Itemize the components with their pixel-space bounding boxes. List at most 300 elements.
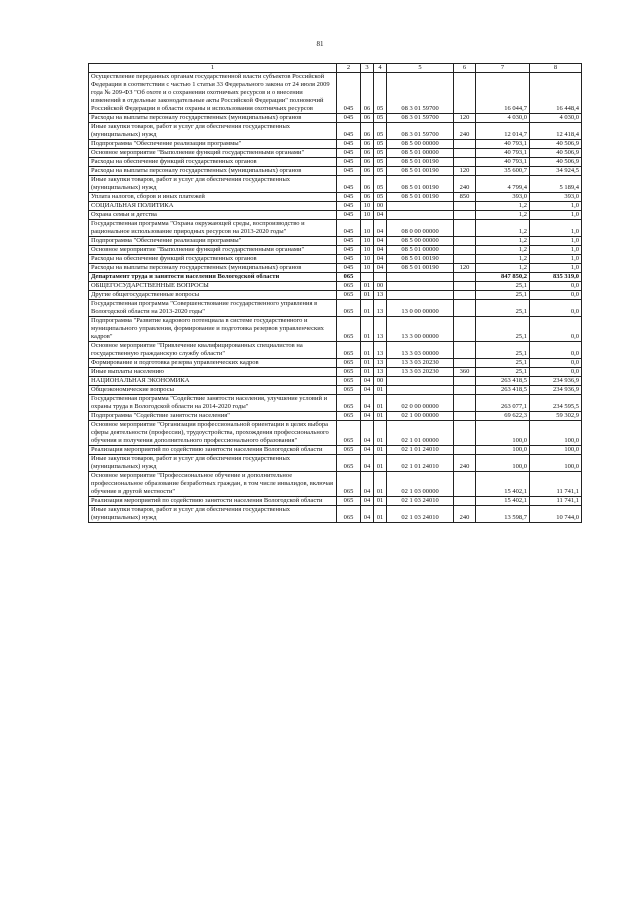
row-name: Основное мероприятие "Привлечение квалифицированных специалистов на государственную гражданскую службу области"	[89, 342, 337, 359]
column-header: 6	[454, 64, 476, 73]
section-code	[361, 273, 374, 282]
table-row	[89, 202, 582, 211]
expense-type	[454, 149, 476, 158]
expense-type	[454, 359, 476, 368]
column-header: 4	[374, 64, 387, 73]
column-header: 2	[337, 64, 361, 73]
budget-table	[88, 63, 582, 523]
amount-year-1: 4 030,0	[476, 114, 530, 123]
expense-type: 240	[454, 506, 476, 523]
amount-year-1: 25,1	[476, 300, 530, 317]
target-article	[387, 386, 454, 395]
row-name: Иные закупки товаров, работ и услуг для обеспечения государственных (муниципальных) нужд	[89, 455, 337, 472]
row-name: НАЦИОНАЛЬНАЯ ЭКОНОМИКА	[89, 377, 337, 386]
subsection-code: 05	[374, 176, 387, 193]
amount-year-2: 4 030,0	[530, 114, 582, 123]
expense-type	[454, 472, 476, 497]
amount-year-2: 0,0	[530, 317, 582, 342]
row-name: Подпрограмма "Обеспечение реализации программы"	[89, 140, 337, 149]
subsection-code	[374, 273, 387, 282]
subsection-code: 04	[374, 264, 387, 273]
subsection-code: 04	[374, 246, 387, 255]
subsection-code: 01	[374, 506, 387, 523]
subsection-code: 05	[374, 149, 387, 158]
section-code: 10	[361, 246, 374, 255]
amount-year-1: 40 793,1	[476, 149, 530, 158]
ministry-code: 045	[337, 73, 361, 114]
row-name: Государственная программа "Охрана окружающей среды, воспроизводство и рациональное использование природных ресурсов на 2013-2020 годы"	[89, 220, 337, 237]
table-row	[89, 395, 582, 412]
amount-year-2: 1,0	[530, 211, 582, 220]
amount-year-1: 1,2	[476, 255, 530, 264]
target-article: 08 5 01 00190	[387, 255, 454, 264]
amount-year-1: 100,0	[476, 446, 530, 455]
subsection-code: 01	[374, 472, 387, 497]
target-article: 08 5 01 00000	[387, 149, 454, 158]
ministry-code: 065	[337, 368, 361, 377]
subsection-code: 05	[374, 167, 387, 176]
expense-type	[454, 412, 476, 421]
target-article	[387, 273, 454, 282]
row-name: Основное мероприятие "Профессиональное обучение и дополнительное профессиональное образование безработных граждан, в том числе инвалидов, включая обучение в другой местности"	[89, 472, 337, 497]
ministry-code: 045	[337, 264, 361, 273]
ministry-code: 065	[337, 421, 361, 446]
ministry-code: 065	[337, 377, 361, 386]
expense-type: 120	[454, 167, 476, 176]
target-article: 13 0 00 00000	[387, 300, 454, 317]
table-row	[89, 472, 582, 497]
table-row	[89, 114, 582, 123]
ministry-code: 045	[337, 237, 361, 246]
page-number: 81	[316, 40, 324, 48]
subsection-code: 05	[374, 193, 387, 202]
subsection-code: 00	[374, 282, 387, 291]
expense-type	[454, 282, 476, 291]
amount-year-2: 234 595,5	[530, 395, 582, 412]
table-row	[89, 446, 582, 455]
expense-type	[454, 291, 476, 300]
table-row	[89, 386, 582, 395]
amount-year-1: 25,1	[476, 291, 530, 300]
row-name: Иные закупки товаров, работ и услуг для обеспечения государственных (муниципальных) нужд	[89, 506, 337, 523]
expense-type: 120	[454, 264, 476, 273]
table-row	[89, 368, 582, 377]
section-code: 06	[361, 123, 374, 140]
ministry-code: 065	[337, 455, 361, 472]
amount-year-2: 0,0	[530, 368, 582, 377]
section-code: 04	[361, 421, 374, 446]
target-article: 08 3 01 59700	[387, 73, 454, 114]
expense-type: 120	[454, 114, 476, 123]
target-article: 13 3 03 00000	[387, 342, 454, 359]
expense-type	[454, 421, 476, 446]
amount-year-1: 263 418,5	[476, 386, 530, 395]
table-row	[89, 317, 582, 342]
ministry-code: 045	[337, 123, 361, 140]
row-name: Расходы на выплаты персоналу государственных (муниципальных) органов	[89, 264, 337, 273]
section-code: 01	[361, 300, 374, 317]
ministry-code: 045	[337, 202, 361, 211]
expense-type	[454, 395, 476, 412]
section-code: 04	[361, 395, 374, 412]
ministry-code: 045	[337, 114, 361, 123]
amount-year-1: 40 793,1	[476, 158, 530, 167]
row-name: Подпрограмма "Развитие кадрового потенциала в системе государственного и муниципального управления, формирование и подготовка резервов управленческих кадров"	[89, 317, 337, 342]
target-article: 02 1 03 24010	[387, 506, 454, 523]
ministry-code: 065	[337, 506, 361, 523]
amount-year-2: 1,0	[530, 202, 582, 211]
section-code: 04	[361, 497, 374, 506]
subsection-code: 01	[374, 446, 387, 455]
target-article: 13 3 03 20230	[387, 368, 454, 377]
column-header: 5	[387, 64, 454, 73]
ministry-code: 065	[337, 497, 361, 506]
section-code: 06	[361, 73, 374, 114]
table-row	[89, 300, 582, 317]
subsection-code: 01	[374, 421, 387, 446]
target-article: 08 3 01 59700	[387, 114, 454, 123]
section-code: 01	[361, 317, 374, 342]
expense-type	[454, 211, 476, 220]
row-name: Реализация мероприятий по содействию занятости населения Вологодской области	[89, 446, 337, 455]
section-code: 01	[361, 342, 374, 359]
amount-year-1: 25,1	[476, 342, 530, 359]
section-code: 06	[361, 176, 374, 193]
amount-year-1: 263 418,5	[476, 377, 530, 386]
expense-type	[454, 158, 476, 167]
amount-year-2: 0,0	[530, 300, 582, 317]
expense-type	[454, 73, 476, 114]
target-article: 02 0 00 00000	[387, 395, 454, 412]
expense-type	[454, 317, 476, 342]
table-row	[89, 220, 582, 237]
section-code: 06	[361, 149, 374, 158]
section-code: 10	[361, 237, 374, 246]
expense-type	[454, 386, 476, 395]
amount-year-2: 234 936,9	[530, 377, 582, 386]
section-code: 10	[361, 264, 374, 273]
expense-type: 240	[454, 455, 476, 472]
amount-year-1: 1,2	[476, 237, 530, 246]
subsection-code: 04	[374, 220, 387, 237]
amount-year-1: 15 402,1	[476, 472, 530, 497]
ministry-code: 065	[337, 282, 361, 291]
ministry-code: 045	[337, 167, 361, 176]
target-article: 13 3 03 20230	[387, 359, 454, 368]
target-article: 08 5 00 00000	[387, 237, 454, 246]
target-article: 08 5 01 00000	[387, 246, 454, 255]
amount-year-1: 4 799,4	[476, 176, 530, 193]
amount-year-2: 1,0	[530, 237, 582, 246]
ministry-code: 045	[337, 246, 361, 255]
target-article: 02 1 01 24010	[387, 455, 454, 472]
subsection-code: 05	[374, 140, 387, 149]
amount-year-2: 0,0	[530, 291, 582, 300]
ministry-code: 065	[337, 317, 361, 342]
table-row	[89, 123, 582, 140]
row-name: Формирование и подготовка резерва управленческих кадров	[89, 359, 337, 368]
target-article: 02 1 00 00000	[387, 412, 454, 421]
amount-year-1: 16 044,7	[476, 73, 530, 114]
subsection-code: 01	[374, 386, 387, 395]
amount-year-2: 10 744,0	[530, 506, 582, 523]
amount-year-1: 35 600,7	[476, 167, 530, 176]
subsection-code: 13	[374, 300, 387, 317]
subsection-code: 13	[374, 317, 387, 342]
amount-year-2: 100,0	[530, 455, 582, 472]
expense-type	[454, 237, 476, 246]
table-row	[89, 359, 582, 368]
row-name: Государственная программа "Содействие занятости населения, улучшение условий и охраны труда в Вологодской области на 2014-2020 годы"	[89, 395, 337, 412]
amount-year-1: 25,1	[476, 317, 530, 342]
amount-year-2: 1,0	[530, 264, 582, 273]
section-code: 04	[361, 455, 374, 472]
section-code: 01	[361, 291, 374, 300]
expense-type	[454, 255, 476, 264]
column-header: 1	[89, 64, 337, 73]
amount-year-1: 1,2	[476, 211, 530, 220]
target-article	[387, 377, 454, 386]
target-article: 02 1 01 00000	[387, 421, 454, 446]
amount-year-2: 11 741,1	[530, 472, 582, 497]
amount-year-2: 1,0	[530, 255, 582, 264]
target-article: 08 0 00 00000	[387, 220, 454, 237]
amount-year-2: 1,0	[530, 220, 582, 237]
amount-year-1: 69 622,3	[476, 412, 530, 421]
subsection-code: 13	[374, 342, 387, 359]
expense-type	[454, 497, 476, 506]
section-code: 06	[361, 158, 374, 167]
section-code: 04	[361, 472, 374, 497]
subsection-code: 05	[374, 123, 387, 140]
subsection-code: 05	[374, 158, 387, 167]
table-row	[89, 73, 582, 114]
subsection-code: 13	[374, 359, 387, 368]
subsection-code: 04	[374, 211, 387, 220]
target-article: 02 1 03 00000	[387, 472, 454, 497]
amount-year-1: 263 077,1	[476, 395, 530, 412]
table-row	[89, 264, 582, 273]
table-row	[89, 291, 582, 300]
ministry-code: 065	[337, 446, 361, 455]
amount-year-2: 59 302,9	[530, 412, 582, 421]
expense-type: 360	[454, 368, 476, 377]
row-name: Основное мероприятие "Выполнение функций государственными органами"	[89, 246, 337, 255]
row-name: Основное мероприятие "Выполнение функций государственными органами"	[89, 149, 337, 158]
amount-year-2: 393,0	[530, 193, 582, 202]
amount-year-2: 100,0	[530, 446, 582, 455]
amount-year-1: 847 850,2	[476, 273, 530, 282]
row-name: Другие общегосударственные вопросы	[89, 291, 337, 300]
target-article	[387, 202, 454, 211]
amount-year-2: 40 506,9	[530, 158, 582, 167]
subsection-code: 01	[374, 455, 387, 472]
ministry-code: 065	[337, 273, 361, 282]
amount-year-2: 12 418,4	[530, 123, 582, 140]
expense-type	[454, 202, 476, 211]
target-article: 08 5 01 00190	[387, 167, 454, 176]
section-code: 10	[361, 255, 374, 264]
subsection-code: 13	[374, 368, 387, 377]
table-row	[89, 282, 582, 291]
ministry-code: 065	[337, 472, 361, 497]
target-article: 02 1 03 24010	[387, 497, 454, 506]
amount-year-1: 15 402,1	[476, 497, 530, 506]
table-row	[89, 377, 582, 386]
amount-year-2: 0,0	[530, 342, 582, 359]
section-code: 04	[361, 377, 374, 386]
expense-type	[454, 446, 476, 455]
ministry-code: 045	[337, 211, 361, 220]
row-name: Охрана семьи и детства	[89, 211, 337, 220]
row-name: ОБЩЕГОСУДАРСТВЕННЫЕ ВОПРОСЫ	[89, 282, 337, 291]
row-name: Иные закупки товаров, работ и услуг для обеспечения государственных (муниципальных) нужд	[89, 176, 337, 193]
ministry-code: 045	[337, 255, 361, 264]
section-code: 04	[361, 506, 374, 523]
amount-year-1: 12 014,7	[476, 123, 530, 140]
amount-year-2: 40 506,9	[530, 140, 582, 149]
section-code: 01	[361, 282, 374, 291]
table-row	[89, 193, 582, 202]
subsection-code: 05	[374, 73, 387, 114]
amount-year-1: 1,2	[476, 202, 530, 211]
target-article: 08 5 01 00190	[387, 264, 454, 273]
amount-year-2: 40 506,9	[530, 149, 582, 158]
row-name: Расходы на обеспечение функций государственных органов	[89, 158, 337, 167]
table-row	[89, 158, 582, 167]
amount-year-2: 34 924,5	[530, 167, 582, 176]
ministry-code: 045	[337, 176, 361, 193]
table-row	[89, 237, 582, 246]
ministry-code: 065	[337, 359, 361, 368]
expense-type: 240	[454, 176, 476, 193]
row-name: Департамент труда и занятости населения Вологодской области	[89, 273, 337, 282]
table-row	[89, 342, 582, 359]
column-header: 8	[530, 64, 582, 73]
table-row	[89, 246, 582, 255]
amount-year-1: 25,1	[476, 368, 530, 377]
expense-type	[454, 273, 476, 282]
target-article: 08 3 01 59700	[387, 123, 454, 140]
amount-year-2: 11 741,1	[530, 497, 582, 506]
target-article: 08 5 01 00190	[387, 158, 454, 167]
section-code: 04	[361, 386, 374, 395]
section-code: 10	[361, 220, 374, 237]
amount-year-2: 1,0	[530, 246, 582, 255]
amount-year-2: 100,0	[530, 421, 582, 446]
subsection-code: 01	[374, 395, 387, 412]
section-code: 06	[361, 140, 374, 149]
amount-year-1: 25,1	[476, 359, 530, 368]
row-name: Иные закупки товаров, работ и услуг для обеспечения государственных (муниципальных) нужд	[89, 123, 337, 140]
subsection-code: 04	[374, 237, 387, 246]
expense-type	[454, 300, 476, 317]
row-name: Осуществление переданных органам государственной власти субъектов Российской Федерации в соответствии с частью 1 статьи 33 Федерального закона от 24 июля 2009 года № 209-ФЗ "Об охоте и о сохранении охотничьих ресурсов и о внесении изменений в отдельные законодательные акты Российской Федерации" полномочий Российской Федерации в области охраны и использования охотничьих ресурсов	[89, 73, 337, 114]
amount-year-1: 40 793,1	[476, 140, 530, 149]
row-name: Реализация мероприятий по содействию занятости населения Вологодской области	[89, 497, 337, 506]
table-row	[89, 421, 582, 446]
row-name: Расходы на обеспечение функций государственных органов	[89, 255, 337, 264]
table-row	[89, 412, 582, 421]
row-name: Государственная программа "Совершенствование государственного управления в Вологодской области на 2013-2020 годы"	[89, 300, 337, 317]
target-article	[387, 291, 454, 300]
section-code: 10	[361, 211, 374, 220]
table-row	[89, 506, 582, 523]
ministry-code: 045	[337, 220, 361, 237]
subsection-code: 01	[374, 412, 387, 421]
target-article	[387, 282, 454, 291]
amount-year-1: 13 598,7	[476, 506, 530, 523]
ministry-code: 065	[337, 291, 361, 300]
section-code: 04	[361, 446, 374, 455]
subsection-code: 04	[374, 255, 387, 264]
table-row	[89, 455, 582, 472]
row-name: Общеэкономические вопросы	[89, 386, 337, 395]
amount-year-2: 16 448,4	[530, 73, 582, 114]
row-name: СОЦИАЛЬНАЯ ПОЛИТИКА	[89, 202, 337, 211]
section-code: 01	[361, 368, 374, 377]
target-article	[387, 211, 454, 220]
section-code: 06	[361, 167, 374, 176]
ministry-code: 065	[337, 412, 361, 421]
subsection-code: 01	[374, 497, 387, 506]
section-code: 04	[361, 412, 374, 421]
ministry-code: 065	[337, 395, 361, 412]
ministry-code: 065	[337, 300, 361, 317]
ministry-code: 045	[337, 158, 361, 167]
expense-type	[454, 246, 476, 255]
expense-type: 850	[454, 193, 476, 202]
row-name: Уплата налогов, сборов и иных платежей	[89, 193, 337, 202]
section-code: 10	[361, 202, 374, 211]
row-name: Подпрограмма "Содействие занятости населения"	[89, 412, 337, 421]
amount-year-1: 393,0	[476, 193, 530, 202]
row-name: Основное мероприятие "Организация профессиональной ориентации в целях выбора сферы деятельности (профессии), трудоустройства, прохождения профессионального обучения и получения дополнительного профессионального образования"	[89, 421, 337, 446]
amount-year-1: 100,0	[476, 455, 530, 472]
table-row	[89, 497, 582, 506]
row-name: Подпрограмма "Обеспечение реализации программы"	[89, 237, 337, 246]
table-row	[89, 176, 582, 193]
row-name: Расходы на выплаты персоналу государственных (муниципальных) органов	[89, 167, 337, 176]
expense-type: 240	[454, 123, 476, 140]
ministry-code: 045	[337, 193, 361, 202]
expense-type	[454, 377, 476, 386]
amount-year-1: 1,2	[476, 220, 530, 237]
target-article: 08 5 00 00000	[387, 140, 454, 149]
target-article: 02 1 01 24010	[387, 446, 454, 455]
section-code: 01	[361, 359, 374, 368]
expense-type	[454, 342, 476, 359]
amount-year-2: 835 319,0	[530, 273, 582, 282]
section-code: 06	[361, 193, 374, 202]
section-code: 06	[361, 114, 374, 123]
amount-year-1: 25,1	[476, 282, 530, 291]
table-row	[89, 140, 582, 149]
table-row	[89, 273, 582, 282]
amount-year-2: 0,0	[530, 282, 582, 291]
table-row	[89, 149, 582, 158]
amount-year-2: 234 936,9	[530, 386, 582, 395]
ministry-code: 045	[337, 140, 361, 149]
target-article: 08 5 01 00190	[387, 193, 454, 202]
row-name: Расходы на выплаты персоналу государственных (муниципальных) органов	[89, 114, 337, 123]
ministry-code: 065	[337, 342, 361, 359]
column-header: 7	[476, 64, 530, 73]
subsection-code: 00	[374, 202, 387, 211]
ministry-code: 045	[337, 149, 361, 158]
subsection-code: 00	[374, 377, 387, 386]
target-article: 08 5 01 00190	[387, 176, 454, 193]
